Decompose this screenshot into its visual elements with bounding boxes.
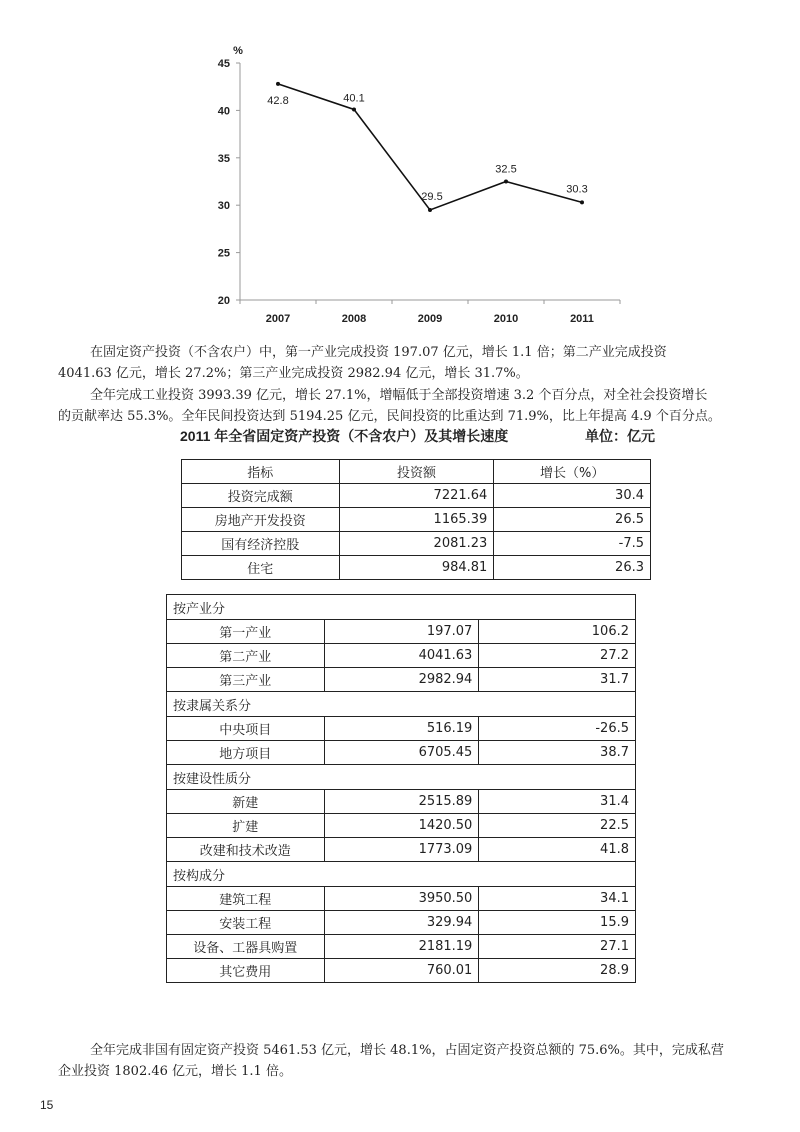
row-growth: 30.4	[494, 484, 651, 508]
table-row	[167, 814, 636, 838]
row-growth: 22.5	[479, 814, 636, 838]
table-row	[182, 484, 651, 508]
row-growth: 27.1	[479, 935, 636, 959]
table-title-row	[140, 426, 660, 448]
row-growth: 34.1	[479, 887, 636, 911]
table-row	[182, 556, 651, 580]
row-growth: 31.7	[479, 668, 636, 692]
row-indicator: 设备、工器具购置	[167, 935, 325, 959]
data-label: 29.5	[421, 190, 443, 203]
table-header-amount: 投资额	[339, 460, 494, 484]
row-indicator: 其它费用	[167, 959, 325, 983]
data-label: 32.5	[495, 163, 517, 176]
row-indicator: 建筑工程	[167, 887, 325, 911]
table-row	[167, 620, 636, 644]
row-amount: 2181.19	[324, 935, 479, 959]
row-growth: 26.5	[494, 508, 651, 532]
table-row	[167, 717, 636, 741]
data-point	[276, 82, 280, 86]
row-indicator: 地方项目	[167, 741, 325, 765]
row-indicator: 改建和技术改造	[167, 838, 325, 862]
row-amount: 6705.45	[324, 741, 479, 765]
table-section-row	[167, 692, 636, 717]
row-amount: 516.19	[324, 717, 479, 741]
row-indicator: 安装工程	[167, 911, 325, 935]
investment-table-upper	[181, 459, 651, 580]
table-row	[167, 668, 636, 692]
data-point	[504, 180, 508, 184]
row-indicator: 投资完成额	[182, 484, 340, 508]
row-indicator: 第二产业	[167, 644, 325, 668]
row-amount: 3950.50	[324, 887, 479, 911]
page-number: 15	[40, 1098, 54, 1112]
row-amount: 7221.64	[339, 484, 494, 508]
table-row	[167, 741, 636, 765]
paragraph-1-line-2: 4041.63 亿元，增长 27.2%；第三产业完成投资 2982.94 亿元，增长 31.7%。	[58, 366, 529, 381]
row-amount: 4041.63	[324, 644, 479, 668]
x-tick-label: 2010	[493, 313, 519, 325]
row-indicator: 扩建	[167, 814, 325, 838]
row-growth: 41.8	[479, 838, 636, 862]
section-title: 按建设性质分	[167, 765, 636, 790]
row-amount: 2515.89	[324, 790, 479, 814]
row-amount: 760.01	[324, 959, 479, 983]
table-section-row	[167, 595, 636, 620]
row-growth: 27.2	[479, 644, 636, 668]
table-row	[167, 838, 636, 862]
x-tick-label: 2011	[570, 313, 594, 325]
paragraph-3-line-1: 全年完成非国有固定资产投资 5461.53 亿元，增长 48.1%，占固定资产投资总额的 75.6%。其中，完成私营	[90, 1043, 724, 1058]
row-growth: 38.7	[479, 741, 636, 765]
table-upper-body	[182, 460, 651, 580]
row-growth: 31.4	[479, 790, 636, 814]
data-point	[580, 200, 584, 204]
table-row	[167, 644, 636, 668]
row-indicator: 房地产开发投资	[182, 508, 340, 532]
table-row	[182, 532, 651, 556]
row-growth: -26.5	[479, 717, 636, 741]
row-indicator: 新建	[167, 790, 325, 814]
table-lower-body	[167, 595, 636, 983]
row-amount: 1420.50	[324, 814, 479, 838]
data-point	[352, 107, 356, 111]
chart-data-labels	[267, 92, 587, 202]
table-section-row	[167, 765, 636, 790]
row-amount: 2982.94	[324, 668, 479, 692]
table-row	[167, 790, 636, 814]
row-amount: 329.94	[324, 911, 479, 935]
table-unit: 单位：亿元	[585, 428, 655, 444]
row-growth: 106.2	[479, 620, 636, 644]
row-indicator: 中央项目	[167, 717, 325, 741]
x-tick-label: 2009	[417, 313, 443, 325]
paragraph-1-line-1: 在固定资产投资（不含农户）中，第一产业完成投资 197.07 亿元，增长 1.1 倍；第二产业完成投资	[90, 345, 667, 360]
row-amount: 2081.23	[339, 532, 494, 556]
row-growth: -7.5	[494, 532, 651, 556]
y-tick-label: 45	[217, 58, 230, 70]
data-point	[428, 208, 432, 212]
section-title: 按构成分	[167, 862, 636, 887]
table-row	[182, 508, 651, 532]
table-row	[167, 959, 636, 983]
row-indicator: 第三产业	[167, 668, 325, 692]
section-title: 按隶属关系分	[167, 692, 636, 717]
row-amount: 1773.09	[324, 838, 479, 862]
investment-growth-line-chart	[200, 38, 630, 338]
paragraph-2-line-1: 全年完成工业投资 3993.39 亿元，增长 27.1%，增幅低于全部投资增速 3.2 个百分点，对全社会投资增长	[90, 388, 708, 403]
row-indicator: 国有经济控股	[182, 532, 340, 556]
table-row	[167, 887, 636, 911]
y-tick-label: 40	[217, 105, 230, 118]
data-label: 42.8	[267, 94, 289, 107]
table-title: 2011 年全省固定资产投资（不含农户）及其增长速度	[180, 428, 509, 444]
paragraph-2-line-2: 的贡献率达 55.3%。全年民间投资达到 5194.25 亿元，民间投资的比重达到 71.9%，比上年提高 4.9 个百分点。	[58, 409, 721, 424]
row-growth: 26.3	[494, 556, 651, 580]
row-amount: 197.07	[324, 620, 479, 644]
chart-axes	[233, 45, 620, 300]
data-label: 30.3	[566, 183, 588, 196]
paragraph-3-line-2: 企业投资 1802.46 亿元，增长 1.1 倍。	[58, 1064, 292, 1079]
section-title: 按产业分	[167, 595, 636, 620]
row-amount: 984.81	[339, 556, 494, 580]
investment-table-lower	[166, 594, 636, 983]
table-header-growth: 增长（%）	[494, 460, 651, 484]
y-tick-label: 30	[217, 200, 230, 213]
row-growth: 28.9	[479, 959, 636, 983]
table-header-row	[182, 460, 651, 484]
table-header-indicator: 指标	[182, 460, 340, 484]
data-label: 40.1	[343, 92, 365, 105]
x-tick-label: 2007	[265, 313, 291, 325]
y-tick-label: 35	[217, 152, 230, 165]
row-indicator: 第一产业	[167, 620, 325, 644]
row-amount: 1165.39	[339, 508, 494, 532]
row-growth: 15.9	[479, 911, 636, 935]
y-axis-unit: %	[233, 45, 243, 57]
table-row	[167, 911, 636, 935]
x-tick-label: 2008	[341, 313, 367, 325]
row-indicator: 住宅	[182, 556, 340, 580]
y-tick-label: 20	[217, 295, 230, 307]
table-section-row	[167, 862, 636, 887]
table-row	[167, 935, 636, 959]
y-tick-label: 25	[217, 247, 230, 260]
